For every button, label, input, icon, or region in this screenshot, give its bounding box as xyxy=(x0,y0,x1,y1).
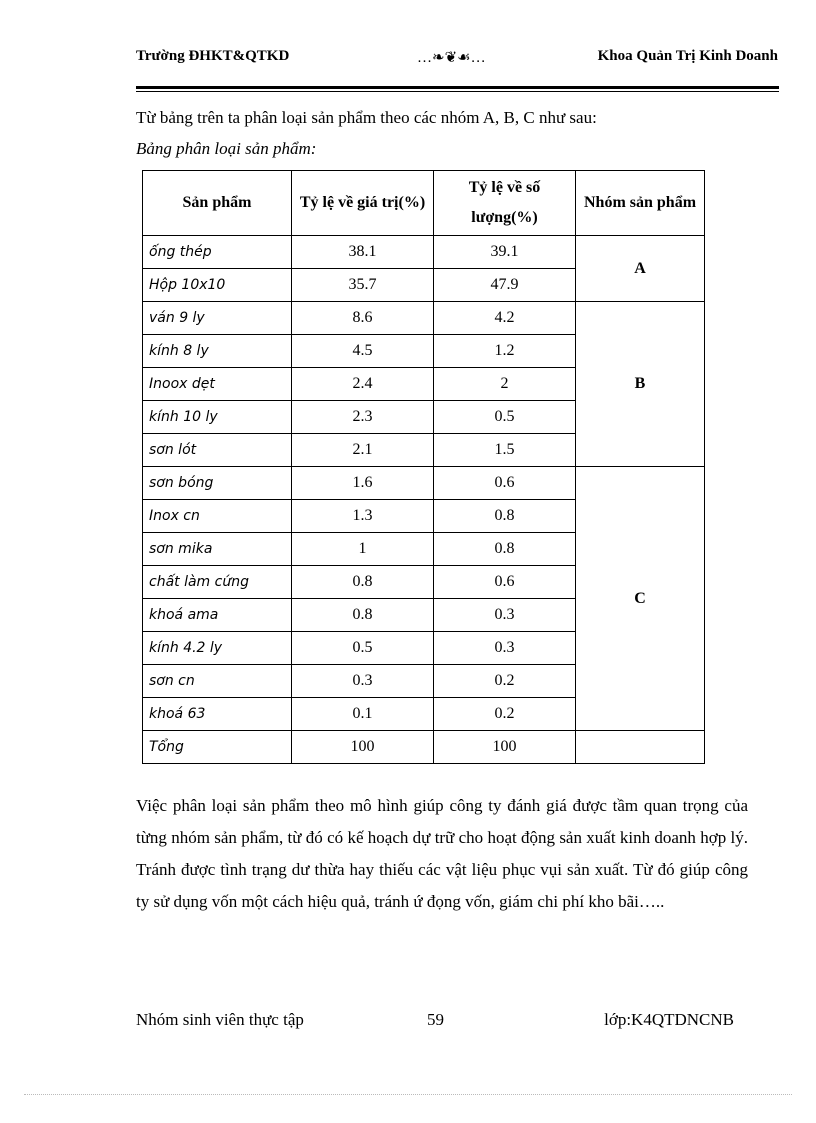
quantity-cell: 2 xyxy=(434,368,576,401)
quantity-cell: 0.6 xyxy=(434,467,576,500)
quantity-cell: 0.8 xyxy=(434,533,576,566)
product-cell: ống thép xyxy=(143,236,292,269)
product-cell: sơn mika xyxy=(143,533,292,566)
table-caption: Bảng phân loại sản phẩm: xyxy=(136,139,317,158)
value-cell: 0.5 xyxy=(292,632,434,665)
header-ornament: …❧❦☙… xyxy=(417,50,486,66)
value-cell: 2.4 xyxy=(292,368,434,401)
quantity-cell: 47.9 xyxy=(434,269,576,302)
product-cell: chất làm cứng xyxy=(143,566,292,599)
product-cell: Hộp 10x10 xyxy=(143,269,292,302)
quantity-cell: 0.2 xyxy=(434,665,576,698)
header-rule-thick xyxy=(136,86,779,89)
quantity-cell: 0.6 xyxy=(434,566,576,599)
header-product: Sản phẩm xyxy=(143,171,292,236)
group-c-cell: C xyxy=(576,467,705,731)
quantity-cell: 1.2 xyxy=(434,335,576,368)
intro-text: Từ bảng trên ta phân loại sản phẩm theo các nhóm A, B, C như sau: xyxy=(136,108,597,127)
total-label: Tổng xyxy=(143,731,292,764)
page-header xyxy=(136,48,778,70)
header-school: Trường ĐHKT&QTKD xyxy=(136,48,290,64)
quantity-cell: 4.2 xyxy=(434,302,576,335)
footer-group: Nhóm sinh viên thực tập xyxy=(136,1010,304,1029)
value-cell: 0.8 xyxy=(292,566,434,599)
page-number: 59 xyxy=(427,1010,444,1029)
group-a-cell: A xyxy=(576,236,705,302)
product-cell: kính 10 ly xyxy=(143,401,292,434)
value-cell: 2.1 xyxy=(292,434,434,467)
product-cell: sơn bóng xyxy=(143,467,292,500)
value-cell: 0.8 xyxy=(292,599,434,632)
total-quantity: 100 xyxy=(434,731,576,764)
value-cell: 1.3 xyxy=(292,500,434,533)
header-rule-thin xyxy=(136,91,779,92)
quantity-cell: 39.1 xyxy=(434,236,576,269)
group-b-cell: B xyxy=(576,302,705,467)
product-cell: khoá 63 xyxy=(143,698,292,731)
value-cell: 0.3 xyxy=(292,665,434,698)
quantity-cell: 0.8 xyxy=(434,500,576,533)
table-header-row xyxy=(143,171,705,236)
header-quantity: Tỷ lệ về số lượng(%) xyxy=(434,171,576,236)
product-cell: ván 9 ly xyxy=(143,302,292,335)
page-bottom-divider xyxy=(24,1094,792,1095)
table-row xyxy=(143,236,705,269)
header-group: Nhóm sản phẩm xyxy=(576,171,705,236)
product-cell: Inoox dẹt xyxy=(143,368,292,401)
product-cell: Inox cn xyxy=(143,500,292,533)
product-cell: sơn lót xyxy=(143,434,292,467)
total-group xyxy=(576,731,705,764)
product-cell: sơn cn xyxy=(143,665,292,698)
body-paragraph: Việc phân loại sản phẩm theo mô hình giúp công ty đánh giá được tầm quan trọng của từng nhóm sản phẩm, từ đó có kế hoạch dự trữ cho hoạt động sản xuất kinh doanh hợp lý. Tránh được tình trạng dư thừa hay thiếu các vật liệu phục vụi sản xuất. Từ đó giúp công ty sử dụng vốn một cách hiệu quả, tránh ứ đọng vốn, giám chi phí kho bãi….. xyxy=(136,796,748,911)
header-value: Tỷ lệ về giá trị(%) xyxy=(292,171,434,236)
total-value: 100 xyxy=(292,731,434,764)
page-footer xyxy=(136,1010,734,1032)
value-cell: 2.3 xyxy=(292,401,434,434)
value-cell: 1.6 xyxy=(292,467,434,500)
table-total-row xyxy=(143,731,705,764)
product-cell: kính 8 ly xyxy=(143,335,292,368)
product-cell: kính 4.2 ly xyxy=(143,632,292,665)
value-cell: 8.6 xyxy=(292,302,434,335)
quantity-cell: 0.3 xyxy=(434,599,576,632)
table-row xyxy=(143,302,705,335)
value-cell: 0.1 xyxy=(292,698,434,731)
value-cell: 35.7 xyxy=(292,269,434,302)
header-faculty: Khoa Quản Trị Kinh Doanh xyxy=(597,48,778,64)
value-cell: 4.5 xyxy=(292,335,434,368)
quantity-cell: 0.2 xyxy=(434,698,576,731)
table-row xyxy=(143,467,705,500)
quantity-cell: 0.3 xyxy=(434,632,576,665)
footer-class: lớp:K4QTDNCNB xyxy=(604,1010,734,1029)
product-cell: khoá ama xyxy=(143,599,292,632)
quantity-cell: 1.5 xyxy=(434,434,576,467)
quantity-cell: 0.5 xyxy=(434,401,576,434)
classification-table xyxy=(142,170,705,764)
value-cell: 1 xyxy=(292,533,434,566)
value-cell: 38.1 xyxy=(292,236,434,269)
